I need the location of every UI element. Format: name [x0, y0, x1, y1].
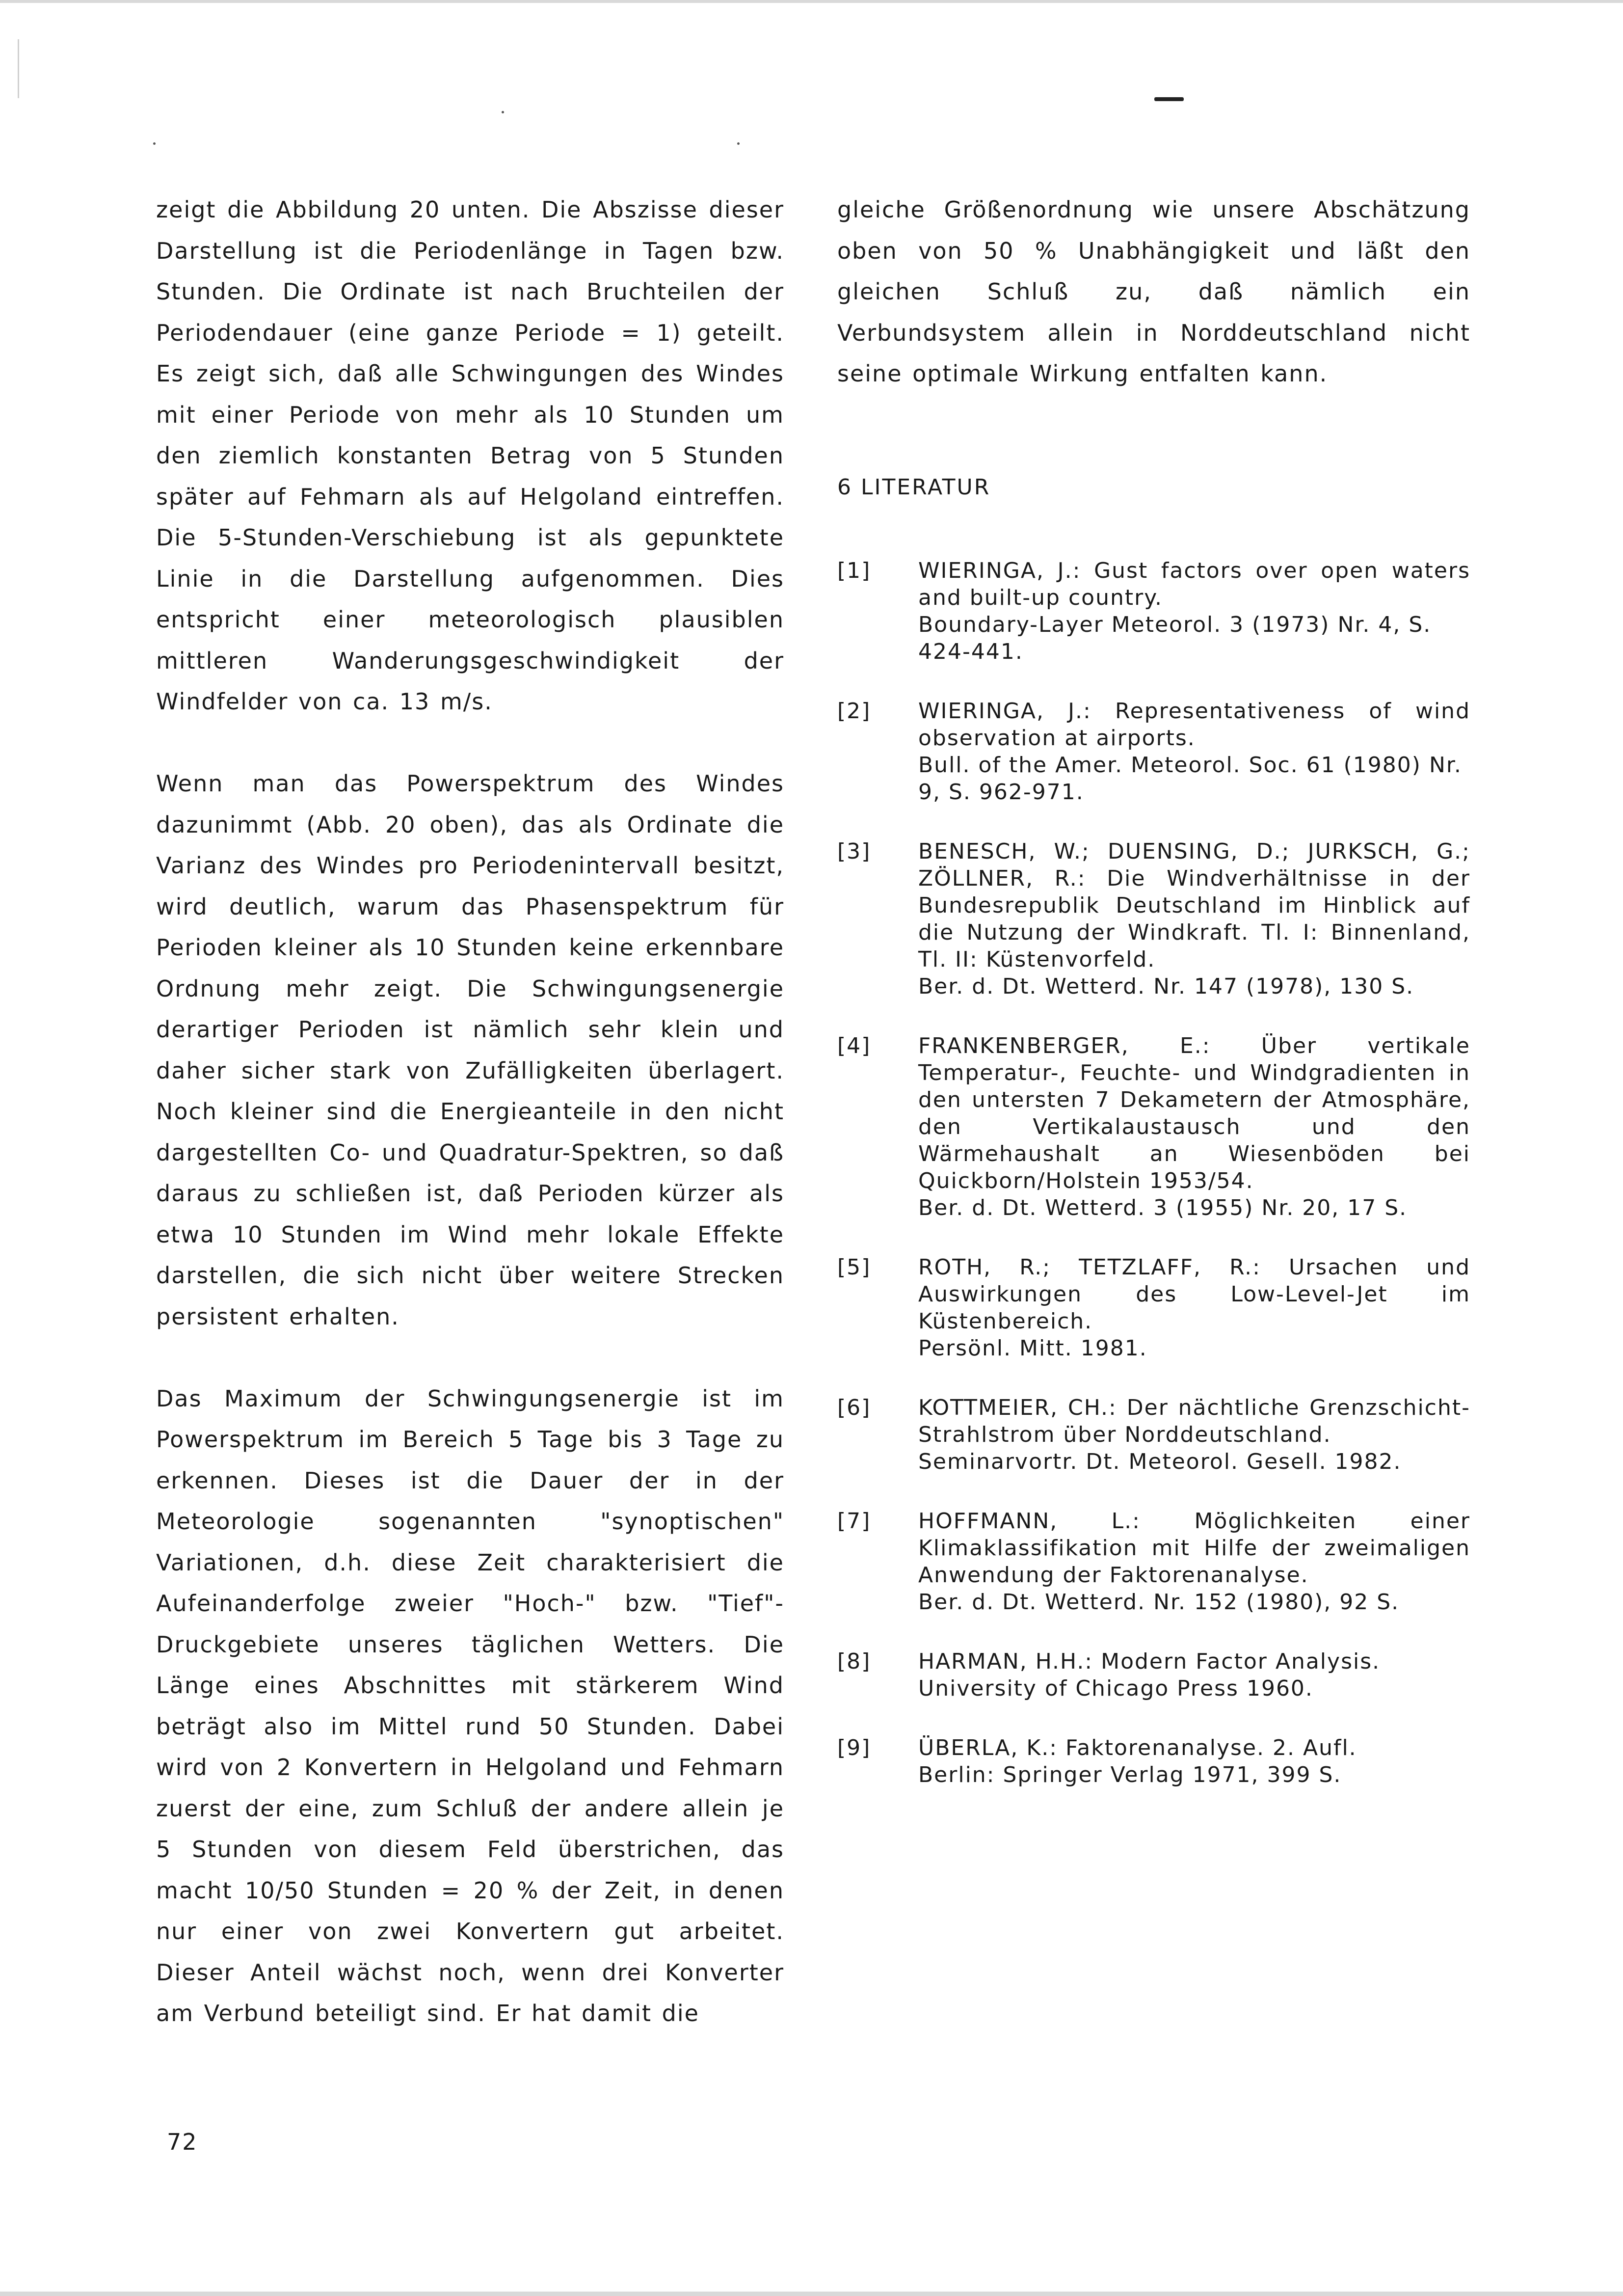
reference-source: Ber. d. Dt. Wetterd. 3 (1955) Nr. 20, 17 S. — [918, 1195, 1408, 1220]
reference-number: [5] — [837, 1255, 871, 1280]
body-paragraph: gleiche Größenordnung wie unsere Abschätzung oben von 50 % Unabhängigkeit und läßt den gleichen Schluß zu, daß nämlich ein Verbundsystem allein in Norddeutschland nicht seine optimale Wirkung entfalten kann. — [837, 196, 1470, 387]
reference-item — [837, 1254, 1470, 1362]
corner-dash-mark — [1154, 97, 1184, 101]
reference-body — [918, 1734, 1470, 1788]
page-edge-bottom — [0, 2292, 1623, 2296]
reference-body — [918, 1648, 1470, 1702]
reference-body — [918, 1254, 1470, 1362]
reference-list — [837, 557, 1470, 1821]
reference-body — [918, 1508, 1470, 1616]
reference-number: [9] — [837, 1735, 871, 1760]
reference-text: HOFFMANN, L.: Möglichkeiten einer Klimaklassifikation mit Hilfe der zweimaligen Anwendung der Faktorenanalyse. — [918, 1509, 1470, 1588]
reference-text: WIERINGA, J.: Gust factors over open waters and built-up country. — [918, 558, 1470, 610]
section-heading: 6 LITERATUR — [837, 475, 991, 500]
reference-text: BENESCH, W.; DUENSING, D.; JURKSCH, G.; ZÖLLNER, R.: Die Windverhältnisse in der Bundesrepublik Deutschland im Hinblick auf die Nutzung der Windkraft. Tl. I: Binnenland, Tl. II: Küstenvorfeld. — [918, 839, 1470, 972]
reference-text: FRANKENBERGER, E.: Über vertikale Temperatur-, Feuchte- und Windgradienten in den untersten 7 Dekametern der Atmosphäre, den Vertikalaustausch und den Wärmehaushalt an Wiesenböden bei Quickborn/Holstein 1953/54. — [918, 1033, 1470, 1193]
page-edge-top — [0, 0, 1623, 3]
reference-number: [4] — [837, 1033, 871, 1058]
page-number: 72 — [167, 2129, 198, 2155]
reference-item — [837, 1032, 1470, 1221]
reference-source: University of Chicago Press 1960. — [918, 1676, 1313, 1701]
reference-text: ÜBERLA, K.: Faktorenanalyse. 2. Aufl. — [918, 1735, 1357, 1760]
reference-source: Ber. d. Dt. Wetterd. Nr. 152 (1980), 92 S. — [918, 1590, 1400, 1615]
reference-item — [837, 1508, 1470, 1616]
reference-body — [918, 698, 1470, 806]
reference-source: Persönl. Mitt. 1981. — [918, 1336, 1147, 1361]
body-paragraph: Das Maximum der Schwingungsenergie ist im Powerspektrum im Bereich 5 Tage bis 3 Tage zu erkennen. Dieses ist die Dauer der in der Meteorologie sogenannten "synoptischen" Variationen, d.h. diese Zeit charakterisiert die Aufeinanderfolge zweier "Hoch-" bzw. "Tief"-Druckgebiete unseres täglichen Wetters. Die Länge eines Abschnittes mit stärkerem Wind beträgt also im Mittel rund 50 Stunden. Dabei wird von 2 Konvertern in Helgoland und Fehmarn zuerst der eine, zum Schluß der andere allein je 5 Stunden von diesem Feld überstrichen, das macht 10/50 Stunden = 20 % der Zeit, in denen nur einer von zwei Konvertern gut arbeitet. Dieser Anteil wächst noch, wenn drei Konverter am Verbund beteiligt sind. Er hat damit die — [156, 1385, 784, 2026]
body-paragraph: Wenn man das Powerspektrum des Windes dazunimmt (Abb. 20 oben), das als Ordinate die Varianz des Windes pro Periodenintervall besitzt, wird deutlich, warum das Phasenspektrum für Perioden kleiner als 10 Stunden keine erkennbare Ordnung mehr zeigt. Die Schwingungsenergie derartiger Perioden ist nämlich sehr klein und daher sicher stark von Zufälligkeiten überlagert. Noch kleiner sind die Energieanteile in den nicht dargestellten Co- und Quadratur-Spektren, so daß daraus zu schließen ist, daß Perioden kürzer als etwa 10 Stunden im Wind mehr lokale Effekte darstellen, die sich nicht über weitere Strecken persistent erhalten. — [156, 770, 784, 1330]
reference-source: Seminarvortr. Dt. Meteorol. Gesell. 1982. — [918, 1449, 1402, 1474]
body-paragraph: zeigt die Abbildung 20 unten. Die Abszisse dieser Darstellung ist die Periodenlänge in Tagen bzw. Stunden. Die Ordinate ist nach Bruchteilen der Periodendauer (eine ganze Periode = 1) geteilt. Es zeigt sich, daß alle Schwingungen des Windes mit einer Periode von mehr als 10 Stunden um den ziemlich konstanten Betrag von 5 Stunden später auf Fehmarn als auf Helgoland eintreffen. Die 5-Stunden-Verschiebung ist als gepunktete Linie in die Darstellung aufgenommen. Dies entspricht einer meteorologisch plausiblen mittleren Wanderungsgeschwindigkeit der Windfelder von ca. 13 m/s. — [156, 196, 784, 715]
reference-text: ROTH, R.; TETZLAFF, R.: Ursachen und Auswirkungen des Low-Level-Jet im Küstenbereich. — [918, 1255, 1470, 1334]
right-column-intro — [837, 189, 1470, 395]
left-column — [156, 189, 784, 2034]
reference-body — [918, 557, 1470, 665]
reference-number: [1] — [837, 558, 871, 583]
reference-number: [6] — [837, 1395, 871, 1420]
reference-item — [837, 1648, 1470, 1702]
reference-body — [918, 838, 1470, 1000]
scan-dot — [502, 111, 504, 113]
reference-item — [837, 1734, 1470, 1788]
reference-source: Boundary-Layer Meteorol. 3 (1973) Nr. 4, S. 424-441. — [918, 612, 1432, 664]
reference-body — [918, 1394, 1470, 1475]
reference-text: WIERINGA, J.: Representativeness of wind observation at airports. — [918, 699, 1470, 751]
reference-source: Berlin: Springer Verlag 1971, 399 S. — [918, 1762, 1342, 1787]
scan-dot — [153, 142, 156, 145]
reference-body — [918, 1032, 1470, 1221]
reference-number: [3] — [837, 839, 871, 864]
scan-dot — [737, 142, 740, 145]
reference-number: [2] — [837, 699, 871, 724]
reference-text: KOTTMEIER, CH.: Der nächtliche Grenzschicht-Strahlstrom über Norddeutschland. — [918, 1395, 1470, 1447]
reference-source: Ber. d. Dt. Wetterd. Nr. 147 (1978), 130 S. — [918, 974, 1414, 999]
reference-item — [837, 698, 1470, 806]
reference-number: [8] — [837, 1649, 871, 1674]
page-edge-left — [18, 39, 19, 98]
reference-item — [837, 1394, 1470, 1475]
reference-text: HARMAN, H.H.: Modern Factor Analysis. — [918, 1649, 1381, 1674]
reference-item — [837, 557, 1470, 665]
reference-number: [7] — [837, 1509, 871, 1534]
reference-item — [837, 838, 1470, 1000]
reference-source: Bull. of the Amer. Meteorol. Soc. 61 (1980) Nr. 9, S. 962-971. — [918, 753, 1462, 805]
